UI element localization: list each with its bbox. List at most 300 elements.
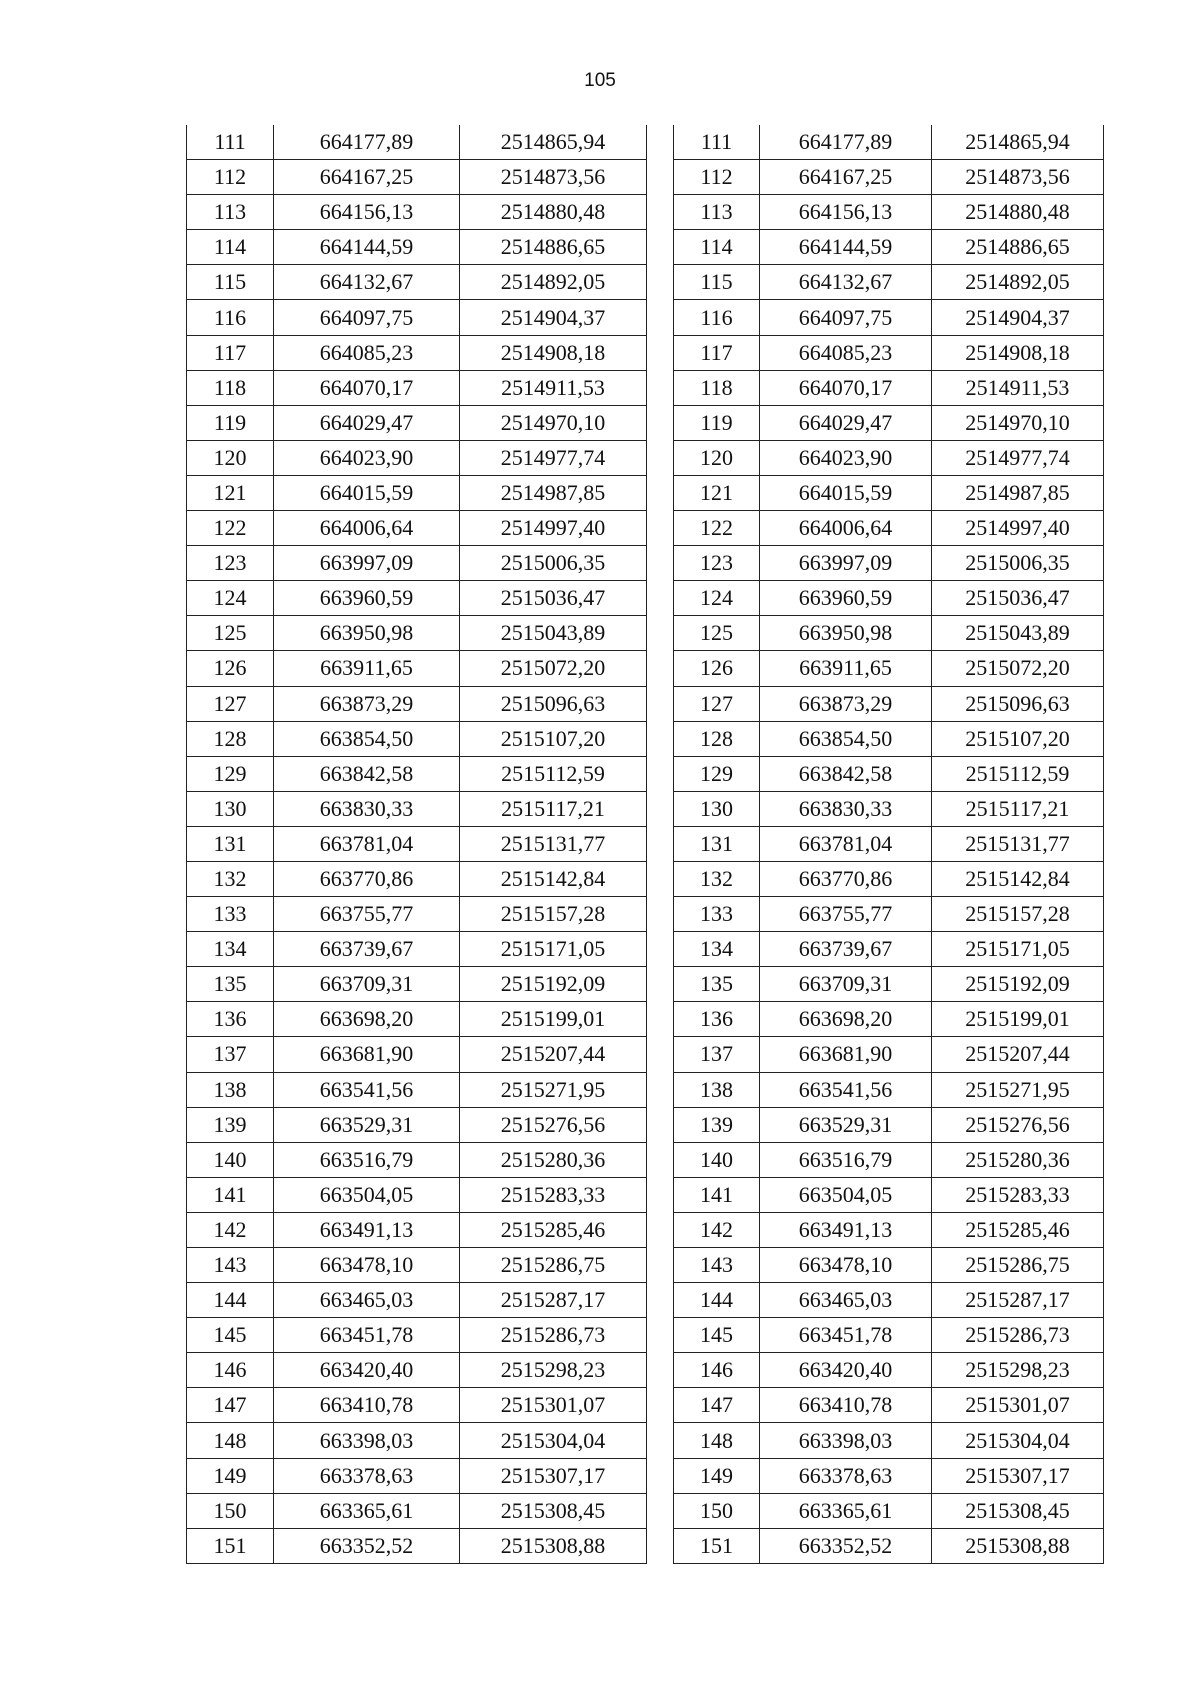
table-row bbox=[187, 1423, 647, 1458]
y-coordinate-cell: 2514904,37 bbox=[932, 300, 1104, 335]
point-number-cell: 137 bbox=[187, 1037, 274, 1072]
table-row bbox=[187, 932, 647, 967]
point-number-cell: 131 bbox=[187, 826, 274, 861]
y-coordinate-cell: 2514892,05 bbox=[460, 265, 647, 300]
table-row bbox=[674, 440, 1104, 475]
y-coordinate-cell: 2514892,05 bbox=[932, 265, 1104, 300]
y-coordinate-cell: 2515298,23 bbox=[932, 1353, 1104, 1388]
x-coordinate-cell: 663911,65 bbox=[274, 651, 460, 686]
table-row bbox=[187, 897, 647, 932]
point-number-cell: 117 bbox=[674, 335, 760, 370]
y-coordinate-cell: 2514997,40 bbox=[932, 511, 1104, 546]
y-coordinate-cell: 2515276,56 bbox=[460, 1107, 647, 1142]
y-coordinate-cell: 2515107,20 bbox=[460, 721, 647, 756]
table-row bbox=[674, 1423, 1104, 1458]
y-coordinate-cell: 2515285,46 bbox=[932, 1212, 1104, 1247]
table-row bbox=[187, 125, 647, 160]
y-coordinate-cell: 2515307,17 bbox=[460, 1458, 647, 1493]
table-row bbox=[187, 1318, 647, 1353]
x-coordinate-cell: 663770,86 bbox=[760, 861, 932, 896]
point-number-cell: 116 bbox=[674, 300, 760, 335]
table-row bbox=[674, 195, 1104, 230]
table-row bbox=[187, 651, 647, 686]
table-row bbox=[674, 791, 1104, 826]
x-coordinate-cell: 663478,10 bbox=[760, 1248, 932, 1283]
table-row bbox=[674, 1388, 1104, 1423]
x-coordinate-cell: 664177,89 bbox=[760, 125, 932, 160]
point-number-cell: 121 bbox=[187, 475, 274, 510]
x-coordinate-cell: 663997,09 bbox=[760, 546, 932, 581]
x-coordinate-cell: 663529,31 bbox=[760, 1107, 932, 1142]
point-number-cell: 130 bbox=[674, 791, 760, 826]
table-row bbox=[187, 1177, 647, 1212]
x-coordinate-cell: 663465,03 bbox=[274, 1283, 460, 1318]
y-coordinate-cell: 2514977,74 bbox=[932, 440, 1104, 475]
y-coordinate-cell: 2515286,75 bbox=[932, 1248, 1104, 1283]
point-number-cell: 151 bbox=[187, 1528, 274, 1563]
point-number-cell: 136 bbox=[187, 1002, 274, 1037]
x-coordinate-cell: 663873,29 bbox=[760, 686, 932, 721]
y-coordinate-cell: 2514904,37 bbox=[460, 300, 647, 335]
table-row bbox=[187, 791, 647, 826]
point-number-cell: 125 bbox=[674, 616, 760, 651]
table-row bbox=[674, 1283, 1104, 1318]
y-coordinate-cell: 2515036,47 bbox=[460, 581, 647, 616]
point-number-cell: 130 bbox=[187, 791, 274, 826]
point-number-cell: 129 bbox=[674, 756, 760, 791]
x-coordinate-cell: 663491,13 bbox=[274, 1212, 460, 1247]
table-row bbox=[674, 335, 1104, 370]
x-coordinate-cell: 664023,90 bbox=[760, 440, 932, 475]
table-row bbox=[674, 1002, 1104, 1037]
point-number-cell: 135 bbox=[674, 967, 760, 1002]
table-row bbox=[187, 1353, 647, 1388]
x-coordinate-cell: 663755,77 bbox=[760, 897, 932, 932]
point-number-cell: 119 bbox=[674, 405, 760, 440]
x-coordinate-cell: 663465,03 bbox=[760, 1283, 932, 1318]
point-number-cell: 150 bbox=[674, 1493, 760, 1528]
y-coordinate-cell: 2514987,85 bbox=[932, 475, 1104, 510]
table-row bbox=[187, 230, 647, 265]
table-row bbox=[674, 475, 1104, 510]
y-coordinate-cell: 2515287,17 bbox=[932, 1283, 1104, 1318]
x-coordinate-cell: 663911,65 bbox=[760, 651, 932, 686]
point-number-cell: 148 bbox=[674, 1423, 760, 1458]
y-coordinate-cell: 2515307,17 bbox=[932, 1458, 1104, 1493]
table-row bbox=[674, 546, 1104, 581]
point-number-cell: 128 bbox=[187, 721, 274, 756]
y-coordinate-cell: 2515096,63 bbox=[460, 686, 647, 721]
x-coordinate-cell: 663516,79 bbox=[274, 1142, 460, 1177]
y-coordinate-cell: 2515285,46 bbox=[460, 1212, 647, 1247]
coordinates-table-right bbox=[673, 125, 1104, 1564]
x-coordinate-cell: 663378,63 bbox=[760, 1458, 932, 1493]
y-coordinate-cell: 2515131,77 bbox=[932, 826, 1104, 861]
x-coordinate-cell: 663541,56 bbox=[274, 1072, 460, 1107]
y-coordinate-cell: 2515043,89 bbox=[932, 616, 1104, 651]
table-row bbox=[674, 932, 1104, 967]
y-coordinate-cell: 2514911,53 bbox=[932, 370, 1104, 405]
x-coordinate-cell: 664015,59 bbox=[760, 475, 932, 510]
point-number-cell: 146 bbox=[674, 1353, 760, 1388]
y-coordinate-cell: 2515006,35 bbox=[460, 546, 647, 581]
point-number-cell: 129 bbox=[187, 756, 274, 791]
point-number-cell: 143 bbox=[674, 1248, 760, 1283]
table-row bbox=[187, 1493, 647, 1528]
point-number-cell: 136 bbox=[674, 1002, 760, 1037]
point-number-cell: 122 bbox=[187, 511, 274, 546]
x-coordinate-cell: 663398,03 bbox=[760, 1423, 932, 1458]
x-coordinate-cell: 663529,31 bbox=[274, 1107, 460, 1142]
y-coordinate-cell: 2515276,56 bbox=[932, 1107, 1104, 1142]
y-coordinate-cell: 2515006,35 bbox=[932, 546, 1104, 581]
table-row bbox=[674, 1528, 1104, 1563]
table-row bbox=[674, 1142, 1104, 1177]
point-number-cell: 135 bbox=[187, 967, 274, 1002]
point-number-cell: 115 bbox=[187, 265, 274, 300]
point-number-cell: 127 bbox=[674, 686, 760, 721]
point-number-cell: 124 bbox=[674, 581, 760, 616]
point-number-cell: 125 bbox=[187, 616, 274, 651]
point-number-cell: 149 bbox=[187, 1458, 274, 1493]
point-number-cell: 127 bbox=[187, 686, 274, 721]
x-coordinate-cell: 663709,31 bbox=[274, 967, 460, 1002]
x-coordinate-cell: 663378,63 bbox=[274, 1458, 460, 1493]
y-coordinate-cell: 2514886,65 bbox=[460, 230, 647, 265]
table-row bbox=[674, 861, 1104, 896]
table-row bbox=[674, 1318, 1104, 1353]
y-coordinate-cell: 2515283,33 bbox=[932, 1177, 1104, 1212]
table-row bbox=[674, 300, 1104, 335]
x-coordinate-cell: 663854,50 bbox=[760, 721, 932, 756]
point-number-cell: 111 bbox=[187, 125, 274, 160]
x-coordinate-cell: 664132,67 bbox=[760, 265, 932, 300]
y-coordinate-cell: 2514873,56 bbox=[932, 160, 1104, 195]
x-coordinate-cell: 663516,79 bbox=[760, 1142, 932, 1177]
x-coordinate-cell: 664144,59 bbox=[274, 230, 460, 265]
table-row bbox=[187, 756, 647, 791]
point-number-cell: 138 bbox=[187, 1072, 274, 1107]
table-row bbox=[187, 1528, 647, 1563]
point-number-cell: 132 bbox=[187, 861, 274, 896]
x-coordinate-cell: 663398,03 bbox=[274, 1423, 460, 1458]
point-number-cell: 118 bbox=[674, 370, 760, 405]
x-coordinate-cell: 664085,23 bbox=[760, 335, 932, 370]
x-coordinate-cell: 663950,98 bbox=[274, 616, 460, 651]
x-coordinate-cell: 663504,05 bbox=[760, 1177, 932, 1212]
table-row bbox=[674, 1248, 1104, 1283]
point-number-cell: 113 bbox=[187, 195, 274, 230]
point-number-cell: 134 bbox=[187, 932, 274, 967]
point-number-cell: 148 bbox=[187, 1423, 274, 1458]
table-row bbox=[187, 721, 647, 756]
table-row bbox=[674, 581, 1104, 616]
point-number-cell: 122 bbox=[674, 511, 760, 546]
y-coordinate-cell: 2515304,04 bbox=[932, 1423, 1104, 1458]
table-row bbox=[187, 1248, 647, 1283]
table-row bbox=[187, 967, 647, 1002]
x-coordinate-cell: 663698,20 bbox=[274, 1002, 460, 1037]
point-number-cell: 144 bbox=[187, 1283, 274, 1318]
x-coordinate-cell: 663541,56 bbox=[760, 1072, 932, 1107]
table-row bbox=[187, 195, 647, 230]
y-coordinate-cell: 2514908,18 bbox=[932, 335, 1104, 370]
point-number-cell: 112 bbox=[674, 160, 760, 195]
y-coordinate-cell: 2515117,21 bbox=[932, 791, 1104, 826]
y-coordinate-cell: 2515287,17 bbox=[460, 1283, 647, 1318]
x-coordinate-cell: 663873,29 bbox=[274, 686, 460, 721]
x-coordinate-cell: 664070,17 bbox=[760, 370, 932, 405]
point-number-cell: 144 bbox=[674, 1283, 760, 1318]
point-number-cell: 139 bbox=[187, 1107, 274, 1142]
y-coordinate-cell: 2515286,75 bbox=[460, 1248, 647, 1283]
coordinates-table-left bbox=[186, 125, 647, 1564]
table-row bbox=[674, 1493, 1104, 1528]
table-row bbox=[187, 1072, 647, 1107]
point-number-cell: 142 bbox=[674, 1212, 760, 1247]
x-coordinate-cell: 663681,90 bbox=[274, 1037, 460, 1072]
y-coordinate-cell: 2515199,01 bbox=[460, 1002, 647, 1037]
table-row bbox=[674, 897, 1104, 932]
table-row bbox=[187, 1107, 647, 1142]
y-coordinate-cell: 2514911,53 bbox=[460, 370, 647, 405]
table-row bbox=[187, 1142, 647, 1177]
table-row bbox=[674, 967, 1104, 1002]
x-coordinate-cell: 663352,52 bbox=[274, 1528, 460, 1563]
table-row bbox=[187, 475, 647, 510]
y-coordinate-cell: 2514970,10 bbox=[460, 405, 647, 440]
y-coordinate-cell: 2514865,94 bbox=[460, 125, 647, 160]
table-row bbox=[187, 1212, 647, 1247]
table-row bbox=[674, 1177, 1104, 1212]
y-coordinate-cell: 2515308,88 bbox=[460, 1528, 647, 1563]
x-coordinate-cell: 663478,10 bbox=[274, 1248, 460, 1283]
table-row bbox=[187, 265, 647, 300]
point-number-cell: 149 bbox=[674, 1458, 760, 1493]
y-coordinate-cell: 2515142,84 bbox=[460, 861, 647, 896]
x-coordinate-cell: 663960,59 bbox=[274, 581, 460, 616]
point-number-cell: 138 bbox=[674, 1072, 760, 1107]
table-row bbox=[187, 686, 647, 721]
y-coordinate-cell: 2515043,89 bbox=[460, 616, 647, 651]
point-number-cell: 139 bbox=[674, 1107, 760, 1142]
point-number-cell: 113 bbox=[674, 195, 760, 230]
point-number-cell: 147 bbox=[187, 1388, 274, 1423]
x-coordinate-cell: 663365,61 bbox=[760, 1493, 932, 1528]
table-row bbox=[674, 265, 1104, 300]
y-coordinate-cell: 2515096,63 bbox=[932, 686, 1104, 721]
point-number-cell: 112 bbox=[187, 160, 274, 195]
x-coordinate-cell: 663842,58 bbox=[760, 756, 932, 791]
y-coordinate-cell: 2515207,44 bbox=[460, 1037, 647, 1072]
point-number-cell: 111 bbox=[674, 125, 760, 160]
point-number-cell: 147 bbox=[674, 1388, 760, 1423]
table-row bbox=[674, 651, 1104, 686]
table-row bbox=[187, 440, 647, 475]
point-number-cell: 115 bbox=[674, 265, 760, 300]
x-coordinate-cell: 663997,09 bbox=[274, 546, 460, 581]
point-number-cell: 116 bbox=[187, 300, 274, 335]
point-number-cell: 133 bbox=[674, 897, 760, 932]
y-coordinate-cell: 2515304,04 bbox=[460, 1423, 647, 1458]
table-row bbox=[674, 756, 1104, 791]
table-row bbox=[674, 370, 1104, 405]
page-number: 105 bbox=[584, 70, 616, 91]
x-coordinate-cell: 664085,23 bbox=[274, 335, 460, 370]
y-coordinate-cell: 2515131,77 bbox=[460, 826, 647, 861]
y-coordinate-cell: 2515036,47 bbox=[932, 581, 1104, 616]
table-row bbox=[674, 1072, 1104, 1107]
x-coordinate-cell: 663420,40 bbox=[274, 1353, 460, 1388]
x-coordinate-cell: 663781,04 bbox=[760, 826, 932, 861]
y-coordinate-cell: 2515301,07 bbox=[932, 1388, 1104, 1423]
table-row bbox=[187, 581, 647, 616]
point-number-cell: 134 bbox=[674, 932, 760, 967]
point-number-cell: 123 bbox=[187, 546, 274, 581]
x-coordinate-cell: 663504,05 bbox=[274, 1177, 460, 1212]
table-row bbox=[187, 616, 647, 651]
point-number-cell: 141 bbox=[187, 1177, 274, 1212]
point-number-cell: 120 bbox=[674, 440, 760, 475]
table-row bbox=[674, 686, 1104, 721]
y-coordinate-cell: 2514987,85 bbox=[460, 475, 647, 510]
x-coordinate-cell: 663451,78 bbox=[760, 1318, 932, 1353]
point-number-cell: 133 bbox=[187, 897, 274, 932]
y-coordinate-cell: 2514997,40 bbox=[460, 511, 647, 546]
x-coordinate-cell: 664132,67 bbox=[274, 265, 460, 300]
point-number-cell: 117 bbox=[187, 335, 274, 370]
table-row bbox=[187, 1037, 647, 1072]
y-coordinate-cell: 2515286,73 bbox=[460, 1318, 647, 1353]
x-coordinate-cell: 663491,13 bbox=[760, 1212, 932, 1247]
x-coordinate-cell: 664167,25 bbox=[760, 160, 932, 195]
x-coordinate-cell: 664070,17 bbox=[274, 370, 460, 405]
table-row bbox=[674, 1353, 1104, 1388]
table-row bbox=[187, 1388, 647, 1423]
point-number-cell: 140 bbox=[187, 1142, 274, 1177]
table-row bbox=[674, 511, 1104, 546]
y-coordinate-cell: 2515107,20 bbox=[932, 721, 1104, 756]
x-coordinate-cell: 664097,75 bbox=[274, 300, 460, 335]
table-row bbox=[187, 511, 647, 546]
point-number-cell: 119 bbox=[187, 405, 274, 440]
y-coordinate-cell: 2515286,73 bbox=[932, 1318, 1104, 1353]
point-number-cell: 126 bbox=[674, 651, 760, 686]
x-coordinate-cell: 663739,67 bbox=[274, 932, 460, 967]
point-number-cell: 114 bbox=[674, 230, 760, 265]
x-coordinate-cell: 664029,47 bbox=[760, 405, 932, 440]
point-number-cell: 132 bbox=[674, 861, 760, 896]
table-row bbox=[187, 1458, 647, 1493]
x-coordinate-cell: 664006,64 bbox=[760, 511, 932, 546]
x-coordinate-cell: 663830,33 bbox=[274, 791, 460, 826]
y-coordinate-cell: 2515283,33 bbox=[460, 1177, 647, 1212]
table-row bbox=[187, 861, 647, 896]
x-coordinate-cell: 663755,77 bbox=[274, 897, 460, 932]
x-coordinate-cell: 663739,67 bbox=[760, 932, 932, 967]
point-number-cell: 145 bbox=[187, 1318, 274, 1353]
point-number-cell: 131 bbox=[674, 826, 760, 861]
y-coordinate-cell: 2515207,44 bbox=[932, 1037, 1104, 1072]
y-coordinate-cell: 2515117,21 bbox=[460, 791, 647, 826]
point-number-cell: 118 bbox=[187, 370, 274, 405]
point-number-cell: 123 bbox=[674, 546, 760, 581]
point-number-cell: 146 bbox=[187, 1353, 274, 1388]
point-number-cell: 141 bbox=[674, 1177, 760, 1212]
table-row bbox=[187, 1002, 647, 1037]
y-coordinate-cell: 2515112,59 bbox=[932, 756, 1104, 791]
x-coordinate-cell: 663781,04 bbox=[274, 826, 460, 861]
x-coordinate-cell: 663950,98 bbox=[760, 616, 932, 651]
table-row bbox=[674, 125, 1104, 160]
table-row bbox=[674, 1107, 1104, 1142]
point-number-cell: 140 bbox=[674, 1142, 760, 1177]
y-coordinate-cell: 2515308,45 bbox=[460, 1493, 647, 1528]
y-coordinate-cell: 2514908,18 bbox=[460, 335, 647, 370]
point-number-cell: 121 bbox=[674, 475, 760, 510]
table-row bbox=[187, 826, 647, 861]
x-coordinate-cell: 664177,89 bbox=[274, 125, 460, 160]
table-row bbox=[187, 546, 647, 581]
table-row bbox=[674, 616, 1104, 651]
x-coordinate-cell: 664156,13 bbox=[274, 195, 460, 230]
y-coordinate-cell: 2515280,36 bbox=[932, 1142, 1104, 1177]
table-row bbox=[187, 370, 647, 405]
x-coordinate-cell: 663352,52 bbox=[760, 1528, 932, 1563]
point-number-cell: 150 bbox=[187, 1493, 274, 1528]
y-coordinate-cell: 2515171,05 bbox=[460, 932, 647, 967]
x-coordinate-cell: 663451,78 bbox=[274, 1318, 460, 1353]
point-number-cell: 143 bbox=[187, 1248, 274, 1283]
point-number-cell: 145 bbox=[674, 1318, 760, 1353]
y-coordinate-cell: 2514977,74 bbox=[460, 440, 647, 475]
x-coordinate-cell: 663709,31 bbox=[760, 967, 932, 1002]
y-coordinate-cell: 2515171,05 bbox=[932, 932, 1104, 967]
x-coordinate-cell: 663698,20 bbox=[760, 1002, 932, 1037]
x-coordinate-cell: 663770,86 bbox=[274, 861, 460, 896]
x-coordinate-cell: 664144,59 bbox=[760, 230, 932, 265]
point-number-cell: 120 bbox=[187, 440, 274, 475]
x-coordinate-cell: 663842,58 bbox=[274, 756, 460, 791]
point-number-cell: 128 bbox=[674, 721, 760, 756]
x-coordinate-cell: 664015,59 bbox=[274, 475, 460, 510]
y-coordinate-cell: 2515308,45 bbox=[932, 1493, 1104, 1528]
y-coordinate-cell: 2515142,84 bbox=[932, 861, 1104, 896]
x-coordinate-cell: 664097,75 bbox=[760, 300, 932, 335]
x-coordinate-cell: 663365,61 bbox=[274, 1493, 460, 1528]
table-row bbox=[187, 160, 647, 195]
y-coordinate-cell: 2515072,20 bbox=[932, 651, 1104, 686]
point-number-cell: 151 bbox=[674, 1528, 760, 1563]
y-coordinate-cell: 2514886,65 bbox=[932, 230, 1104, 265]
y-coordinate-cell: 2514880,48 bbox=[932, 195, 1104, 230]
x-coordinate-cell: 664006,64 bbox=[274, 511, 460, 546]
table-row bbox=[187, 335, 647, 370]
y-coordinate-cell: 2515157,28 bbox=[932, 897, 1104, 932]
y-coordinate-cell: 2515192,09 bbox=[460, 967, 647, 1002]
x-coordinate-cell: 663854,50 bbox=[274, 721, 460, 756]
y-coordinate-cell: 2515271,95 bbox=[460, 1072, 647, 1107]
y-coordinate-cell: 2515301,07 bbox=[460, 1388, 647, 1423]
table-row bbox=[674, 230, 1104, 265]
x-coordinate-cell: 663960,59 bbox=[760, 581, 932, 616]
table-row bbox=[187, 1283, 647, 1318]
x-coordinate-cell: 663830,33 bbox=[760, 791, 932, 826]
y-coordinate-cell: 2515192,09 bbox=[932, 967, 1104, 1002]
y-coordinate-cell: 2515157,28 bbox=[460, 897, 647, 932]
y-coordinate-cell: 2515072,20 bbox=[460, 651, 647, 686]
y-coordinate-cell: 2514865,94 bbox=[932, 125, 1104, 160]
